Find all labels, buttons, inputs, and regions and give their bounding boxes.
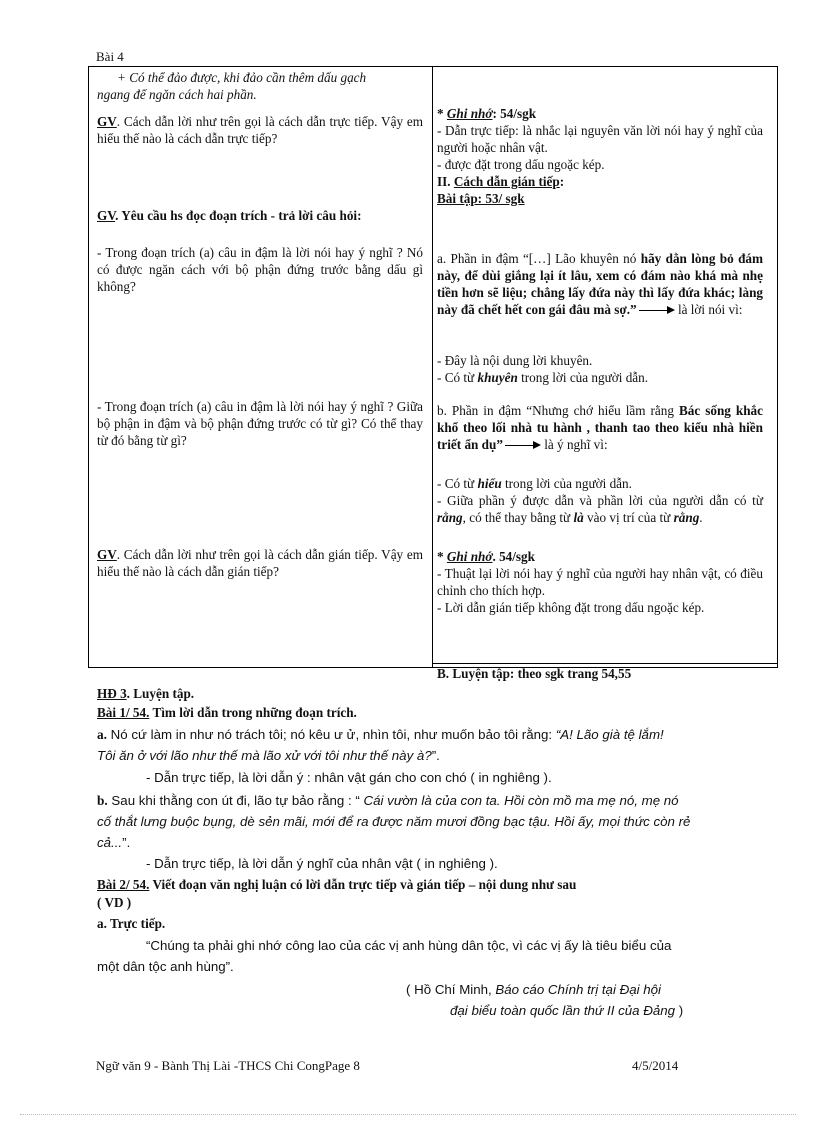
direct-title: a. Trực tiếp. — [97, 916, 166, 931]
exercise-1a: a. Nó cứ làm in như nó trách tôi; nó kêu ư ử, nhìn tôi, như muốn bảo tôi rằng: “A! Lão già tệ lắm! — [97, 727, 664, 742]
memo-2-line-2: - Lời dẫn gián tiếp không đặt trong dấu ngoặc kép. — [437, 600, 705, 615]
quote-line-2: một dân tộc anh hùng”. — [97, 959, 234, 974]
left-note: + Có thể đảo được, khi đảo cần thêm dấu gạch ngang để ngăn cách hai phần. — [97, 70, 367, 102]
right-column — [433, 67, 777, 681]
practice-row — [433, 663, 777, 682]
page-edge — [20, 1114, 796, 1115]
source-line-2: đại biểu toàn quốc lần thứ II của Đảng ) — [450, 1003, 684, 1018]
practice-title: B. Luyện tập: theo sgk trang 54,55 — [437, 666, 632, 681]
exercise-a-1: - Đây là nội dung lời khuyên. — [437, 353, 593, 368]
left-question-2: GV. Yêu cầu hs đọc đoạn trích - trả lời câu hỏi: — [97, 208, 362, 223]
activity-3-title: HĐ 3. Luyện tập. — [97, 686, 195, 701]
exercise-1a-note: - Dẫn trực tiếp, là lời dẫn ý : nhân vật gán cho con chó ( in nghiêng ). — [146, 770, 552, 785]
memo-1-line-2: - được đặt trong dấu ngoặc kép. — [437, 157, 605, 172]
exercise-title: Bài tập: 53/ sgk — [437, 191, 525, 206]
memo-1-line-1: - Dẫn trực tiếp: là nhắc lại nguyên văn lời nói hay ý nghĩ của người hoặc nhân vật. — [437, 123, 763, 155]
section-indirect: II. Cách dẫn gián tiếp: — [437, 174, 565, 189]
memo-1: * Ghi nhớ: 54/sgk — [437, 106, 537, 121]
exercise-b-2: - Giữa phần ý được dẫn và phần lời của người dẫn có từ rằng, có thể thay bằng từ là vào vị trí của từ rằng. — [437, 493, 763, 525]
lesson-header: Bài 4 — [96, 49, 124, 64]
quote-line-1: “Chúng ta phải ghi nhớ công lao của các vị anh hùng dân tộc, vì các vị ấy là tiêu biểu của — [146, 938, 672, 953]
exercise-1-title: Bài 1/ 54. Tìm lời dẫn trong những đoạn trích. — [97, 705, 357, 720]
memo-2-line-1: - Thuật lại lời nói hay ý nghĩ của người hay nhân vật, có điều chỉnh cho thích hợp. — [437, 566, 763, 598]
exercise-2-title: Bài 2/ 54. Viết đoạn văn nghị luận có lời dẫn trực tiếp và gián tiếp – nội dung như sau — [97, 877, 577, 892]
left-question-1: GV. Cách dẫn lời như trên gọi là cách dẫn trực tiếp. Vậy em hiểu thế nào là cách dẫn trực tiếp? — [97, 114, 423, 146]
left-question-3: - Trong đoạn trích (a) câu in đậm là lời nói hay ý nghĩ ? Nó có được ngăn cách với bộ phận đứng trước bằng dấu gì không? — [97, 245, 423, 294]
exercise-b: b. Phần in đậm “Nhưng chớ hiểu lầm rằng Bác sống khắc khổ theo lối nhà tu hành , thanh tao theo kiểu nhà hiền triết ẩn dụ” là ý nghĩ vì: — [437, 403, 764, 452]
example-label: ( VD ) — [97, 895, 132, 910]
exercise-a: a. Phần in đậm “[…] Lão khuyên nó hãy dằn lòng bỏ đám này, để dùi giắng lại ít lâu, xem có đám nào khá mà nhẹ tiền hơn sẽ liệu; chẳng lấy đứa này thì lấy đứa khác; làng này đã chết hết con gái đâu mà sợ.” là lời nói vì: — [437, 251, 763, 317]
exercise-1b-cont: cố thắt lưng buộc bụng, dè sẻn mãi, mới để ra được năm mươi đồng bạc tậu. Hồi ấy, mọi thức còn rẻ — [97, 814, 691, 829]
footer-text: Ngữ văn 9 - Bành Thị Lài -THCS Chi CongPage 8 — [96, 1058, 360, 1073]
left-question-4: - Trong đoạn trích (a) câu in đậm là lời nói hay ý nghĩ ? Giữa bộ phận in đậm và bộ phận đứng trước có từ gì? Có thể thay từ đó bằng từ gì? — [97, 399, 423, 448]
left-column — [89, 67, 432, 667]
exercise-1b: b. Sau khi thằng con út đi, lão tự bảo rằng : “ Cái vườn là của con ta. Hồi còn mồ ma mẹ nó, mẹ nó — [97, 793, 679, 808]
exercise-b-1: - Có từ hiểu trong lời của người dẫn. — [437, 476, 632, 491]
exercise-1b-note: - Dẫn trực tiếp, là lời dẫn ý nghĩ của nhân vật ( in nghiêng ). — [146, 856, 498, 871]
arrow-icon — [505, 445, 539, 446]
exercise-1b-cont2: cả...”. — [97, 835, 131, 850]
left-question-5: GV. Cách dẫn lời như trên gọi là cách dẫn gián tiếp. Vậy em hiểu thế nào là cách dẫn gián tiếp? — [97, 547, 423, 579]
lesson-table — [88, 66, 778, 681]
footer-date: 4/5/2014 — [632, 1058, 679, 1073]
exercise-a-2: - Có từ khuyên trong lời của người dẫn. — [437, 370, 649, 385]
source-line-1: ( Hồ Chí Minh, Báo cáo Chính trị tại Đại hội — [406, 982, 661, 997]
exercise-1a-cont: Tôi ăn ở với lão như thế mà lão xử với tôi như thế này à?”. — [97, 748, 440, 763]
memo-2: * Ghi nhớ. 54/sgk — [437, 549, 535, 564]
arrow-icon — [639, 310, 673, 311]
